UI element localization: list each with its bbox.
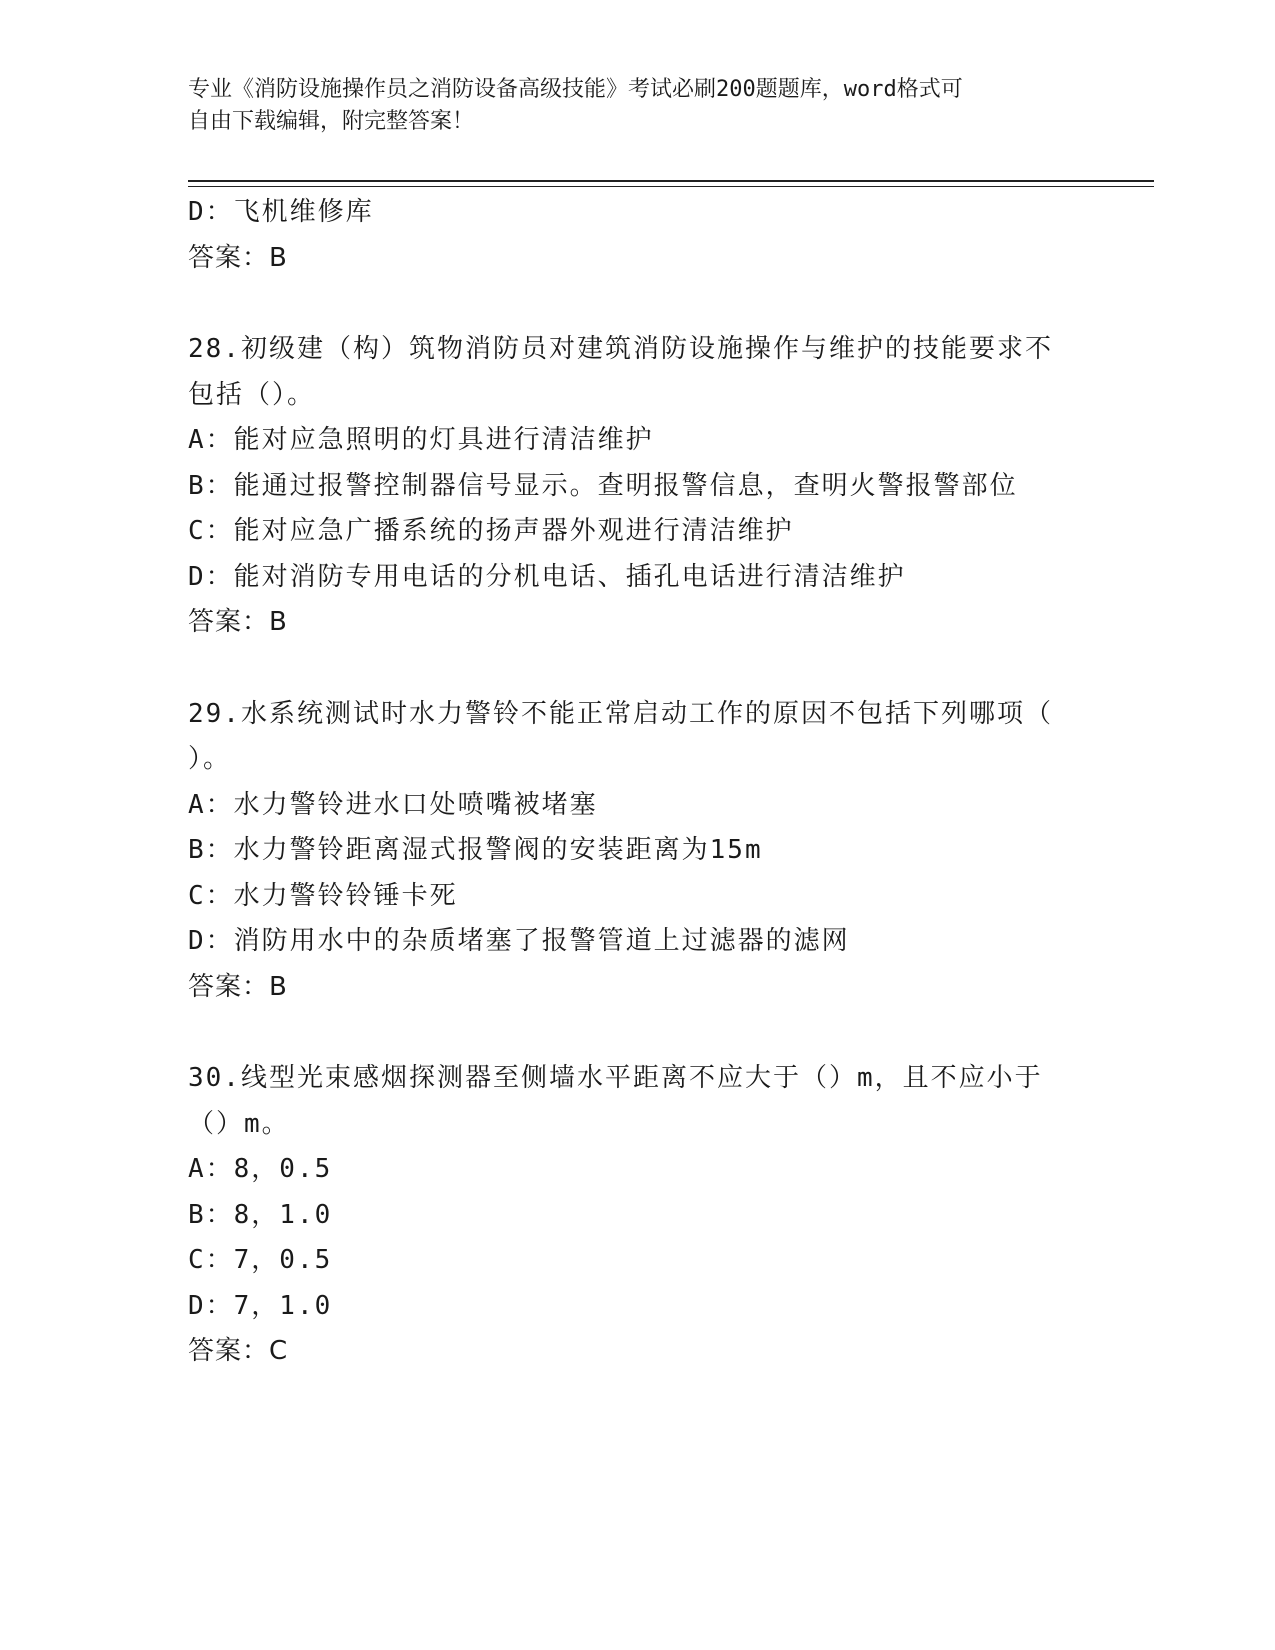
option-d: D：7，1.0: [188, 1290, 333, 1321]
option-d: D：能对消防专用电话的分机电话、插孔电话进行清洁维护: [188, 561, 906, 592]
question-30: [188, 1056, 1088, 1375]
option-d: D：消防用水中的杂质堵塞了报警管道上过滤器的滤网: [188, 926, 850, 956]
prev-answer: 答案：B: [188, 242, 288, 273]
prev-option-d: D：飞机维修库: [188, 197, 374, 227]
question-stem-line-1: 30.线型光束感烟探测器至侧墙水平距离不应大于（）m，且不应小于: [188, 1063, 1043, 1093]
question-stem-line-2: 包括（）。: [188, 379, 316, 410]
option-a: A：8，0.5: [188, 1154, 333, 1184]
spacer: [188, 1010, 1088, 1056]
spacer: [188, 281, 1088, 327]
option-c: C：水力警铃铃锤卡死: [188, 880, 458, 911]
answer: 答案：B: [188, 971, 288, 1002]
header-rule-thin: [188, 186, 1154, 187]
option-c: C：7，0.5: [188, 1245, 333, 1275]
question-stem-line-1: 29.水系统测试时水力警铃不能正常启动工作的原因不包括下列哪项（: [188, 698, 1053, 729]
question-28: [188, 327, 1088, 646]
page-header: [188, 74, 1088, 138]
question-stem-line-2: （）m。: [188, 1108, 290, 1139]
option-a: A：水力警铃进水口处喷嘴被堵塞: [188, 789, 598, 820]
option-c: C：能对应急广播系统的扬声器外观进行清洁维护: [188, 516, 794, 546]
spacer: [188, 646, 1088, 692]
question-29: [188, 692, 1088, 1011]
header-line-1: 专业《消防设施操作员之消防设备高级技能》考试必刷200题题库，word格式可: [188, 77, 963, 102]
question-stem-line-1: 28.初级建（构）筑物消防员对建筑消防设施操作与维护的技能要求不: [188, 334, 1053, 364]
option-b: B：能通过报警控制器信号显示。查明报警信息，查明火警报警部位: [188, 470, 1018, 501]
option-b: B：8，1.0: [188, 1199, 333, 1230]
header-rule-thick: [188, 180, 1154, 182]
answer: 答案：C: [188, 1336, 289, 1366]
answer: 答案：B: [188, 607, 288, 637]
question-content: [188, 190, 1088, 1375]
header-line-2: 自由下载编辑，附完整答案！: [188, 109, 475, 134]
option-a: A：能对应急照明的灯具进行清洁维护: [188, 425, 654, 455]
option-b: B：水力警铃距离湿式报警阀的安装距离为15m: [188, 835, 763, 865]
question-stem-line-2: ）。: [188, 744, 232, 774]
